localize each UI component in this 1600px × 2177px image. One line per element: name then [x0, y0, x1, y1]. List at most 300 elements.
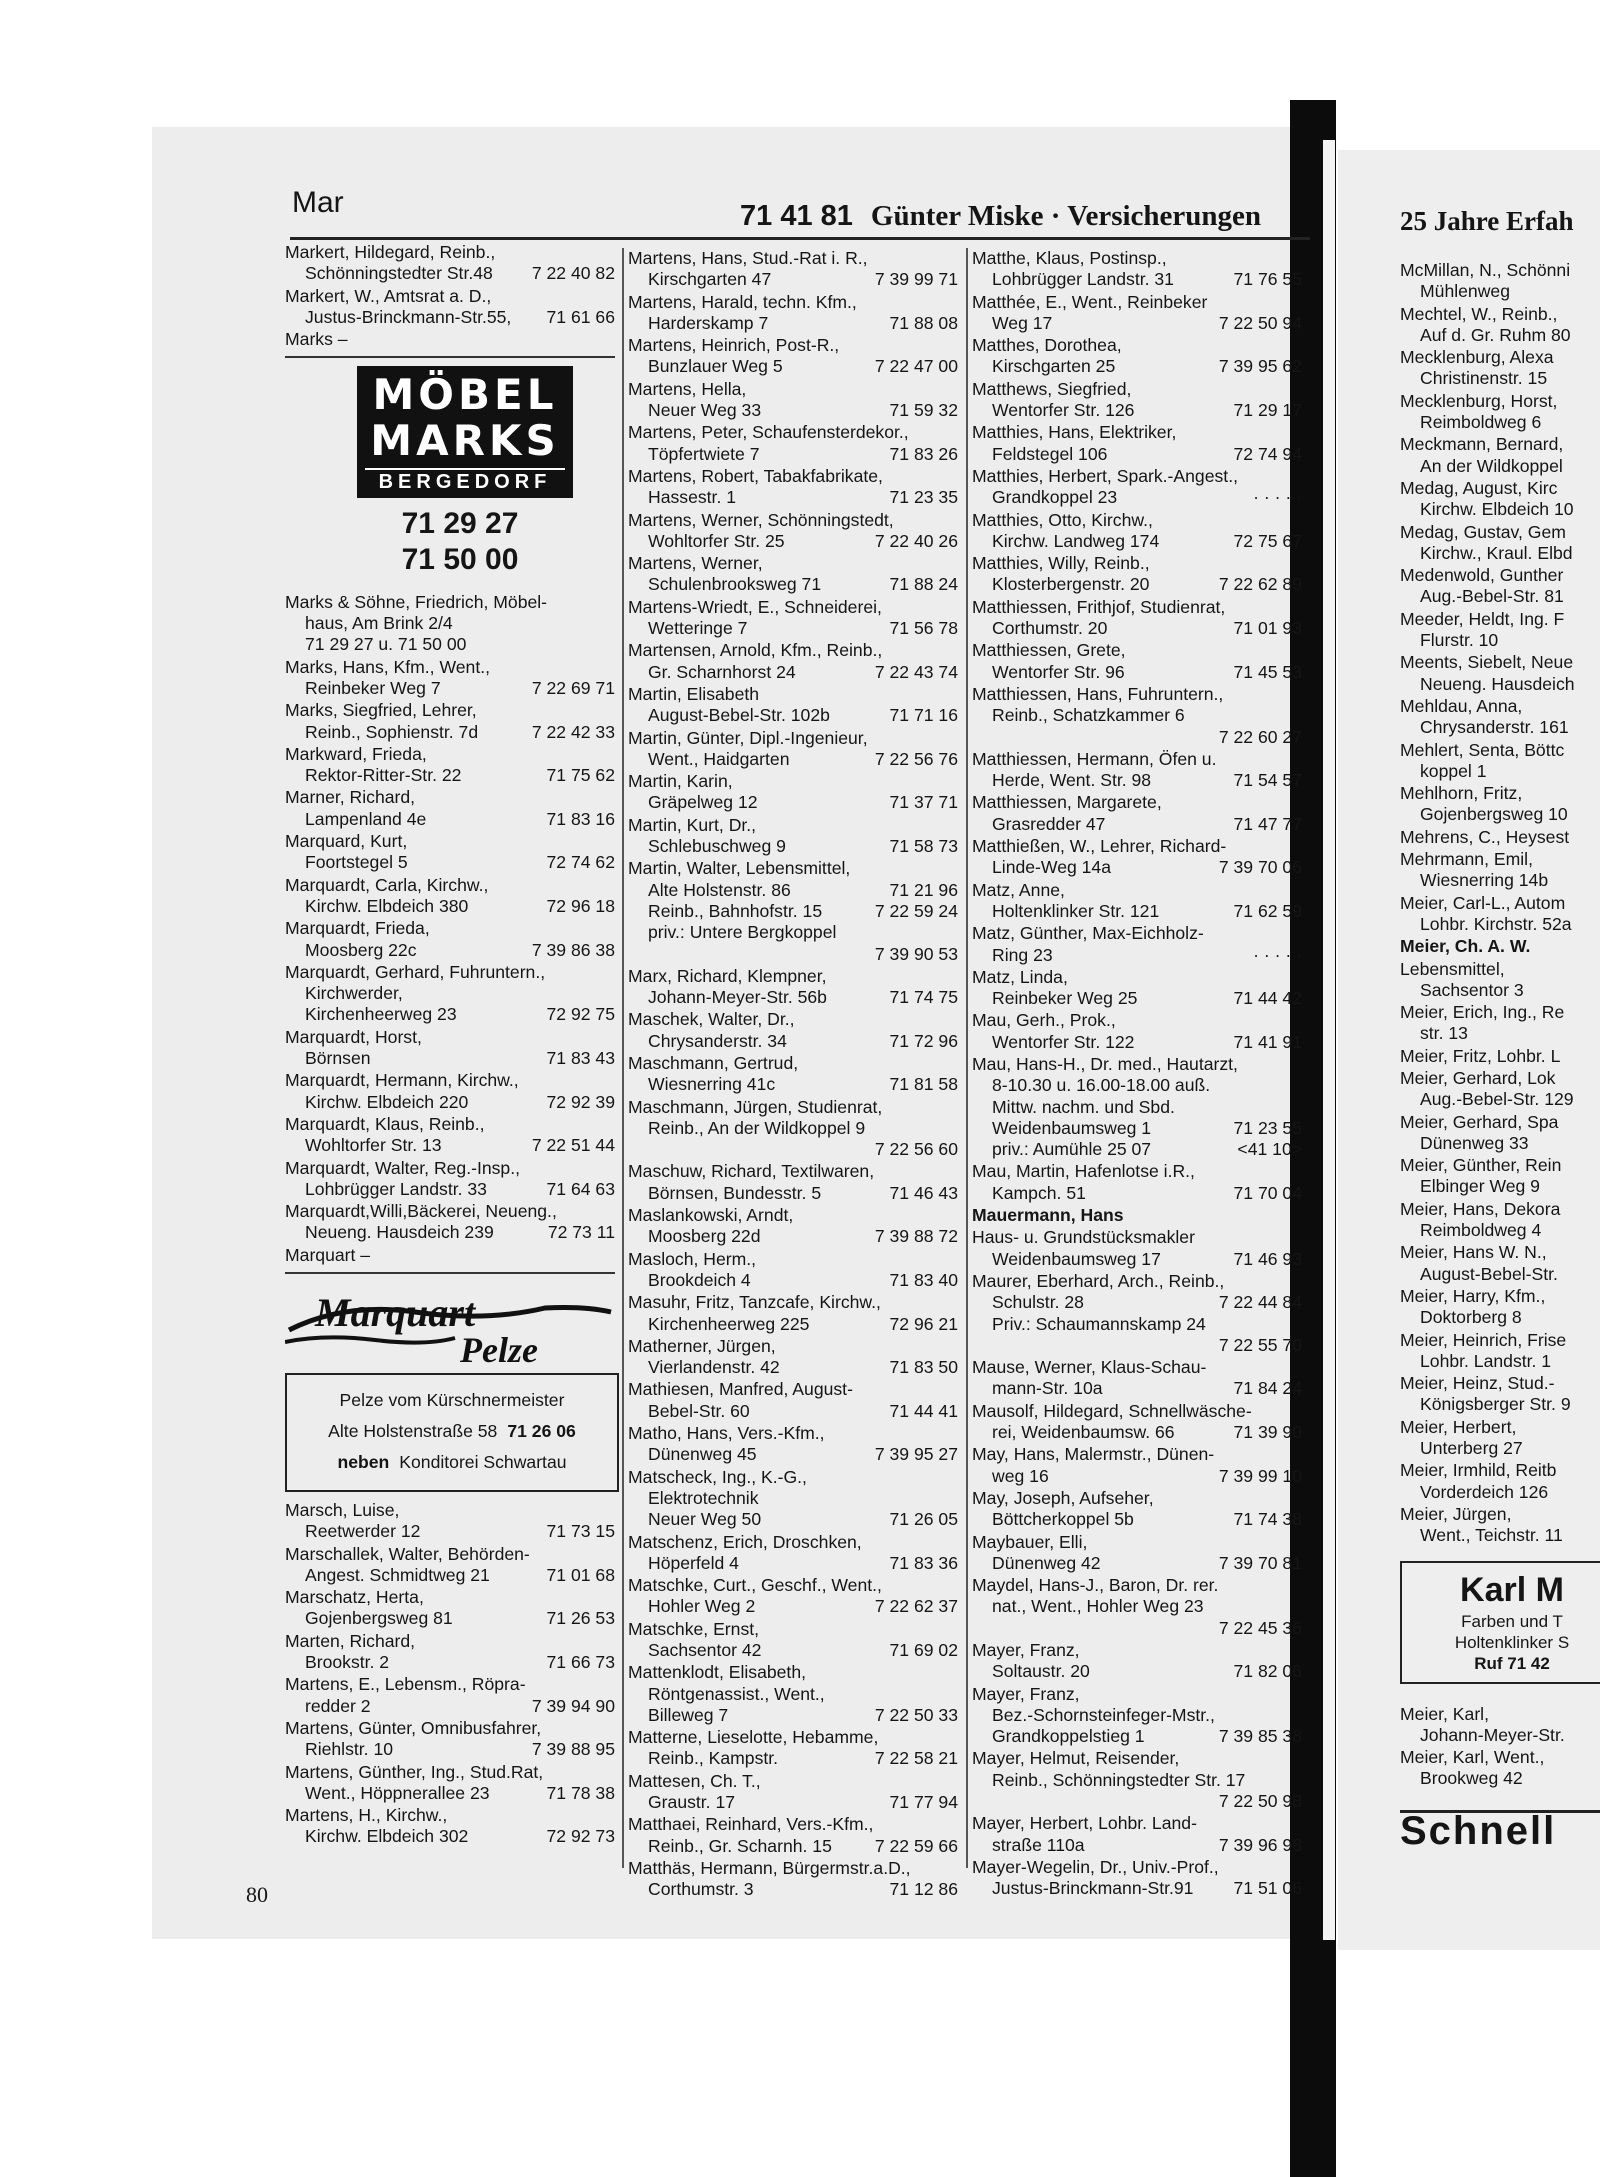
entry-phone: 71 64 63 [546, 1178, 615, 1199]
entry-text: Kirchw. Landweg 174 [992, 530, 1160, 551]
header-advertisement [740, 200, 1261, 233]
directory-entry [285, 918, 615, 961]
entry-text: Holtenklinker Str. 121 [992, 900, 1160, 921]
page-folio: Mar [292, 186, 344, 219]
entry-line [972, 1205, 1302, 1226]
entry-text: Meier, Fritz, Lohbr. L [1400, 1045, 1561, 1066]
entry-phone: 71 73 15 [546, 1521, 615, 1542]
marquart-pelze-ad [285, 1373, 619, 1492]
entry-line [628, 1553, 958, 1574]
entry-text: Reinb., Schönningstedter Str. 17 [992, 1769, 1246, 1790]
entry-phone: 71 26 53 [546, 1608, 615, 1629]
entry-line [972, 1684, 1302, 1705]
entry-text: Foortstegel 5 [305, 852, 408, 873]
entry-line [285, 1114, 615, 1135]
entry-line [628, 313, 958, 334]
directory-entry [628, 858, 958, 964]
entry-text: Mattesen, Ch. T., [628, 1770, 761, 1791]
entry-line [628, 1118, 958, 1139]
pelze-ad-line3-row [287, 1447, 617, 1478]
directory-entry [628, 1532, 958, 1575]
entry-text: Lohbr. Landstr. 1 [1420, 1350, 1552, 1371]
entry-text: Martens, E., Lebensm., Röpra- [285, 1674, 526, 1695]
entry-text: Linde-Weg 14a [992, 857, 1112, 878]
entry-line [285, 765, 615, 786]
entry-line [628, 1858, 958, 1879]
directory-entry [285, 1245, 615, 1266]
directory-entry [1400, 609, 1600, 652]
entry-line [972, 1161, 1302, 1182]
entry-line [972, 269, 1302, 290]
entry-phone: 7 22 62 89 [1218, 574, 1302, 595]
entry-text: Klosterbergenstr. 20 [992, 574, 1150, 595]
entry-text: Mehlhorn, Fritz, [1400, 783, 1523, 804]
pelze-ad-line2-row [287, 1416, 617, 1447]
entry-text: Maurer, Eberhard, Arch., Reinb., [972, 1270, 1225, 1291]
entry-line [1400, 1351, 1600, 1372]
entry-line [628, 400, 958, 421]
karl-ad [1400, 1561, 1600, 1684]
entry-phone: 71 70 04 [1233, 1182, 1302, 1203]
entry-line [972, 792, 1302, 813]
entry-line [972, 510, 1302, 531]
entry-text: Auf d. Gr. Ruhm 80 [1420, 324, 1571, 345]
entry-text: Matthiessen, Hermann, Öfen u. [972, 748, 1217, 769]
entry-line [1400, 456, 1600, 477]
directory-entry [1400, 1330, 1600, 1373]
entry-line [1400, 304, 1600, 325]
directory-entry [972, 466, 1302, 509]
directory-entry [1400, 1068, 1600, 1111]
entry-text: Matthies, Herbert, Spark.-Angest., [972, 465, 1238, 486]
directory-entry [628, 1619, 958, 1662]
entry-phone: 7 22 50 94 [1218, 312, 1302, 333]
entry-phone: 71 72 96 [889, 1030, 958, 1051]
entry-line [628, 1336, 958, 1357]
entry-text: Elektrotechnik [648, 1487, 759, 1508]
directory-entry [1400, 1286, 1600, 1329]
entry-line [628, 1031, 958, 1052]
entry-text: Mecklenburg, Horst, [1400, 390, 1558, 411]
entry-line [972, 1770, 1302, 1791]
entry-text: Reinb., Bahnhofstr. 15 [648, 900, 823, 921]
directory-entry [1400, 1002, 1600, 1045]
directory-entry [972, 1161, 1302, 1204]
entry-line [972, 553, 1302, 574]
entry-text: Went., Teichstr. 11 [1420, 1525, 1563, 1546]
directory-entry [1400, 1155, 1600, 1198]
entry-text: Mehldau, Anna, [1400, 695, 1523, 716]
entry-text: Hassestr. 1 [648, 487, 737, 508]
entry-text: Lohbrügger Landstr. 33 [305, 1178, 487, 1199]
karl-ad-line3: Ruf 71 42 [1474, 1653, 1550, 1673]
entry-line [628, 531, 958, 552]
entry-text: Bunzlauer Weg 5 [648, 356, 783, 377]
pelze-ad-line3-bold: neben [337, 1451, 390, 1472]
entry-line [1400, 434, 1600, 455]
moebel-ad-phone1: 71 29 27 [401, 506, 519, 540]
entry-text: Martens-Wriedt, E., Schneiderei, [628, 596, 882, 617]
entry-text: Kirchenheerweg 23 [305, 1004, 457, 1025]
entry-line [285, 678, 615, 699]
entry-line [628, 1792, 958, 1813]
entry-text: Martens, Hella, [628, 378, 747, 399]
entry-text: Weidenbaumsweg 17 [992, 1248, 1161, 1269]
entry-line [285, 1762, 615, 1783]
entry-text: Marquardt, Gerhard, Fuhruntern., [285, 961, 546, 982]
entry-line [285, 657, 615, 678]
entry-line [1400, 347, 1600, 368]
directory-entry [1400, 1242, 1600, 1285]
entry-text: Justus-Brinckmann-Str.91 [992, 1878, 1194, 1899]
entry-text: Schulenbrooksweg 71 [648, 574, 822, 595]
entry-text: Kampch. 51 [992, 1182, 1086, 1203]
entry-text: Marquardt, Carla, Kirchw., [285, 874, 489, 895]
entry-text: Neuer Weg 50 [648, 1509, 762, 1530]
entry-line [628, 1467, 958, 1488]
entry-text: Meier, Irmhild, Reitb [1400, 1460, 1557, 1481]
directory-entry [628, 728, 958, 771]
entry-line [285, 852, 615, 873]
col1b-entries [285, 592, 615, 1266]
directory-entry [972, 1532, 1302, 1575]
moebel-ad-phones [285, 506, 635, 578]
entry-line [628, 1205, 958, 1226]
karl-ad-line2: Holtenklinker S [1454, 1632, 1570, 1652]
entry-text: Maybauer, Elli, [972, 1531, 1088, 1552]
entry-line [628, 640, 958, 661]
entry-line [972, 1314, 1302, 1335]
entry-text: Röntgenassist., Went., [648, 1683, 825, 1704]
entry-text: Reimboldweg 4 [1420, 1220, 1542, 1241]
entry-text: Wiesnerring 41c [648, 1074, 776, 1095]
logo-word-1: Marquart [315, 1289, 476, 1335]
entry-text: mann-Str. 10a [992, 1378, 1103, 1399]
entry-text: Marks – [285, 329, 348, 350]
entry-line [1400, 1307, 1600, 1328]
entry-line [628, 1748, 958, 1769]
entry-phone: 7 22 59 66 [874, 1835, 958, 1856]
entry-phone: 71 76 55 [1233, 269, 1302, 290]
entry-text: Wentorfer Str. 126 [992, 400, 1135, 421]
entry-phone: 71 77 94 [889, 1792, 958, 1813]
entry-line [628, 662, 958, 683]
entry-line [285, 1222, 615, 1243]
directory-entry [972, 749, 1302, 792]
entry-text: Maschuw, Richard, Textilwaren, [628, 1161, 875, 1182]
entry-text: Marquardt, Klaus, Reinb., [285, 1113, 485, 1134]
entry-phone: 72 74 62 [546, 852, 615, 873]
entry-line [628, 1314, 958, 1335]
entry-text: Maschek, Walter, Dr., [628, 1009, 795, 1030]
entry-text: weg 16 [992, 1465, 1049, 1486]
entry-line [1400, 1525, 1600, 1546]
entry-line [972, 1097, 1302, 1118]
entry-phone: 7 39 90 53 [874, 943, 958, 964]
entry-text: Marten, Richard, [285, 1630, 416, 1651]
entry-text: Grandkoppelstieg 1 [992, 1726, 1145, 1747]
entry-phone: 7 22 47 00 [874, 356, 958, 377]
col1c-entries [285, 1500, 615, 1848]
directory-entry [628, 640, 958, 683]
entry-line [285, 1521, 615, 1542]
entry-phone: 71 47 77 [1233, 813, 1302, 834]
right-page-header: 25 Jahre Erfah [1400, 206, 1574, 236]
entry-line [285, 809, 615, 830]
directory-entry [285, 1114, 615, 1157]
entry-line [972, 248, 1302, 269]
directory-entry [1400, 740, 1600, 783]
directory-entry [628, 1727, 958, 1770]
entry-line [972, 1835, 1302, 1856]
directory-entry [285, 1544, 615, 1587]
directory-entry [628, 1205, 958, 1248]
directory-entry [1400, 1460, 1600, 1503]
entry-text: Marx, Richard, Klempner, [628, 965, 827, 986]
entry-text: August-Bebel-Str. 102b [648, 705, 830, 726]
directory-entry [972, 1054, 1302, 1160]
entry-text: Kirschgarten 25 [992, 356, 1116, 377]
entry-text: Matthiessen, Frithjof, Studienrat, [972, 596, 1226, 617]
directory-entry [972, 1575, 1302, 1639]
entry-text: Mayer, Helmut, Reisender, [972, 1748, 1180, 1769]
entry-line [1400, 1068, 1600, 1089]
entry-text: Lohbrügger Landstr. 31 [992, 269, 1174, 290]
directory-entry [285, 962, 615, 1026]
entry-phone: 71 46 43 [889, 1182, 958, 1203]
entry-text: Mattenklodt, Elisabeth, [628, 1662, 806, 1683]
directory-entry [628, 248, 958, 291]
entry-line [972, 945, 1302, 966]
entry-text: Reinb., An der Wildkoppel 9 [648, 1117, 866, 1138]
entry-line [285, 1092, 615, 1113]
directory-entry [285, 831, 615, 874]
entry-text: Lohbr. Kirchstr. 52a [1420, 913, 1572, 934]
entry-text: Markward, Frieda, [285, 743, 427, 764]
entry-line [628, 444, 958, 465]
entry-line [285, 263, 615, 284]
entry-phone: 71 12 86 [889, 1879, 958, 1900]
entry-line [972, 1640, 1302, 1661]
entry-text: Vierlandenstr. 42 [648, 1357, 780, 1378]
entry-phone: 7 22 56 60 [874, 1139, 958, 1160]
entry-line [972, 335, 1302, 356]
entry-line [1400, 849, 1600, 870]
directory-entry [628, 1097, 958, 1161]
entry-phone: 7 39 85 38 [1218, 1726, 1302, 1747]
entry-phone: 7 22 40 26 [874, 530, 958, 551]
entry-line [628, 1423, 958, 1444]
entry-text: Martens, Werner, Schönningstedt, [628, 509, 894, 530]
col2-entries [628, 248, 958, 1901]
entry-line [285, 1179, 615, 1200]
entry-text: Kirchw., Kraul. Elbd [1420, 542, 1573, 563]
entry-text: Matz, Günther, Max-Eichholz- [972, 923, 1204, 944]
entry-line [1400, 281, 1600, 302]
entry-line [1400, 368, 1600, 389]
entry-line [628, 858, 958, 879]
entry-text: Reinb., Schatzkammer 6 [992, 705, 1185, 726]
entry-line [285, 918, 615, 939]
entry-text: Went., Höppnerallee 23 [305, 1782, 490, 1803]
entry-line [285, 1805, 615, 1826]
directory-entry [628, 553, 958, 596]
entry-line [972, 1422, 1302, 1443]
entry-line [285, 1158, 615, 1179]
karl-ad-line1: Farben und T [1461, 1611, 1563, 1631]
column-separator [966, 248, 968, 1868]
entry-line [1400, 652, 1600, 673]
entry-phone: <41 10> [1237, 1139, 1302, 1160]
entry-text: Went., Haidgarten [648, 748, 790, 769]
book-spine [1323, 140, 1335, 1940]
entry-line [972, 1791, 1302, 1812]
entry-phone: 71 71 16 [889, 705, 958, 726]
entry-phone: 71 26 05 [889, 1509, 958, 1530]
entry-phone: 72 74 94 [1233, 443, 1302, 464]
entry-text: Kirchw. Elbdeich 380 [305, 895, 469, 916]
entry-line [972, 1335, 1302, 1356]
directory-entry [972, 379, 1302, 422]
entry-phone: 71 69 02 [889, 1640, 958, 1660]
directory-entry [1400, 1199, 1600, 1242]
directory-entry [628, 966, 958, 1009]
entry-text: Matthies, Hans, Elektriker, [972, 422, 1177, 443]
entry-text: Böttcherkoppel 5b [992, 1509, 1134, 1530]
entry-line [628, 1836, 958, 1857]
entry-phone: 7 22 42 33 [531, 721, 615, 742]
entry-line [628, 1444, 958, 1465]
entry-text: Marquart – [285, 1244, 371, 1265]
entry-line [285, 983, 615, 1004]
entry-line [972, 1813, 1302, 1834]
directory-entry [628, 1379, 958, 1422]
entry-text: Bebel-Str. 60 [648, 1400, 750, 1421]
entry-phone: 7 39 99 71 [874, 269, 958, 290]
entry-line [972, 466, 1302, 487]
entry-phone: 71 62 59 [1233, 900, 1302, 921]
entry-text: Doktorberg 8 [1420, 1307, 1522, 1328]
entry-line [628, 1575, 958, 1596]
entry-text: Flurstr. 10 [1420, 630, 1499, 651]
entry-phone: 72 96 21 [889, 1313, 958, 1334]
moebel-ad-phone2: 71 50 00 [401, 542, 519, 576]
entry-line [628, 815, 958, 836]
entry-line [628, 574, 958, 595]
entry-line [285, 1245, 615, 1266]
column-1 [285, 242, 615, 1849]
entry-line [628, 553, 958, 574]
entry-line [285, 1608, 615, 1629]
entry-line [628, 1488, 958, 1509]
entry-line [1400, 1373, 1600, 1394]
entry-line [285, 634, 615, 655]
entry-line [1400, 761, 1600, 782]
entry-text: Börnsen, Bundesstr. 5 [648, 1182, 822, 1203]
directory-entry [1400, 959, 1600, 1002]
entry-text: Martin, Karin, [628, 771, 733, 792]
directory-entry [1400, 522, 1600, 565]
entry-text: haus, Am Brink 2/4 [305, 613, 453, 634]
entry-line [972, 356, 1302, 377]
directory-entry [628, 815, 958, 858]
entry-phone: 7 39 95 27 [874, 1444, 958, 1465]
entry-line [1400, 586, 1600, 607]
entry-text: Matthäs, Hermann, Bürgermstr.a.D., [628, 1857, 911, 1878]
entry-text: Martens, Günter, Omnibusfahrer, [285, 1717, 542, 1738]
entry-text: Meier, Harry, Kfm., [1400, 1285, 1546, 1306]
entry-text: Reinbeker Weg 7 [305, 677, 441, 698]
directory-entry [285, 1027, 615, 1070]
directory-entry [972, 1357, 1302, 1400]
entry-text: Wentorfer Str. 96 [992, 661, 1125, 682]
entry-line [628, 510, 958, 531]
entry-line [1400, 522, 1600, 543]
entry-text: Corthumstr. 3 [648, 1879, 754, 1900]
entry-line [628, 749, 958, 770]
entry-line [972, 531, 1302, 552]
entry-phone: 71 44 41 [889, 1400, 958, 1421]
entry-phone: 71 75 62 [546, 765, 615, 786]
page-number: 80 [246, 1882, 268, 1907]
directory-entry [628, 1771, 958, 1814]
directory-entry [972, 836, 1302, 879]
moebel-ad-line2: MARKS [370, 416, 560, 466]
entry-line [285, 1826, 615, 1847]
entry-line [1400, 980, 1600, 1001]
entry-line [285, 700, 615, 721]
entry-text: Wohltorfer Str. 25 [648, 530, 785, 551]
entry-line [1400, 1220, 1600, 1241]
directory-entry [1400, 478, 1600, 521]
entry-line [972, 727, 1302, 748]
entry-line [628, 728, 958, 749]
entry-text: Matthiessen, Grete, [972, 640, 1126, 661]
entry-phone: 72 92 39 [546, 1091, 615, 1112]
entry-line [972, 1183, 1302, 1204]
entry-line [628, 1619, 958, 1640]
schnell-ad: Schnell [1400, 1810, 1600, 1842]
entry-line [285, 940, 615, 961]
entry-phone: 7 22 58 21 [874, 1748, 958, 1769]
entry-text: Maschmann, Gertrud, [628, 1052, 799, 1073]
entry-text: Martin, Walter, Lebensmittel, [628, 858, 851, 879]
directory-entry [628, 379, 958, 422]
entry-line [1400, 325, 1600, 346]
entry-text: Kirschgarten 47 [648, 269, 772, 290]
entry-line [972, 574, 1302, 595]
entry-text: Reimboldweg 6 [1420, 412, 1542, 433]
entry-text: Neuer Weg 33 [648, 400, 762, 421]
entry-text: Lebensmittel, [1400, 958, 1505, 979]
entry-phone: 7 39 88 72 [874, 1226, 958, 1247]
directory-entry [628, 1249, 958, 1292]
entry-line [628, 987, 958, 1008]
directory-entry [972, 597, 1302, 640]
entry-text: Marks, Siegfried, Lehrer, [285, 700, 477, 721]
entry-line [1400, 1704, 1600, 1725]
entry-line [628, 1074, 958, 1095]
entry-text: Christinenstr. 15 [1420, 368, 1548, 389]
entry-line [285, 787, 615, 808]
entry-text: Dünenweg 45 [648, 1444, 757, 1465]
entry-line [972, 923, 1302, 944]
logo-word-2: Pelze [460, 1329, 538, 1367]
pelze-ad-line1: Pelze vom Kürschnermeister [339, 1389, 565, 1410]
entry-phone: 71 44 42 [1233, 988, 1302, 1009]
entry-line [972, 400, 1302, 421]
entry-line [972, 967, 1302, 988]
